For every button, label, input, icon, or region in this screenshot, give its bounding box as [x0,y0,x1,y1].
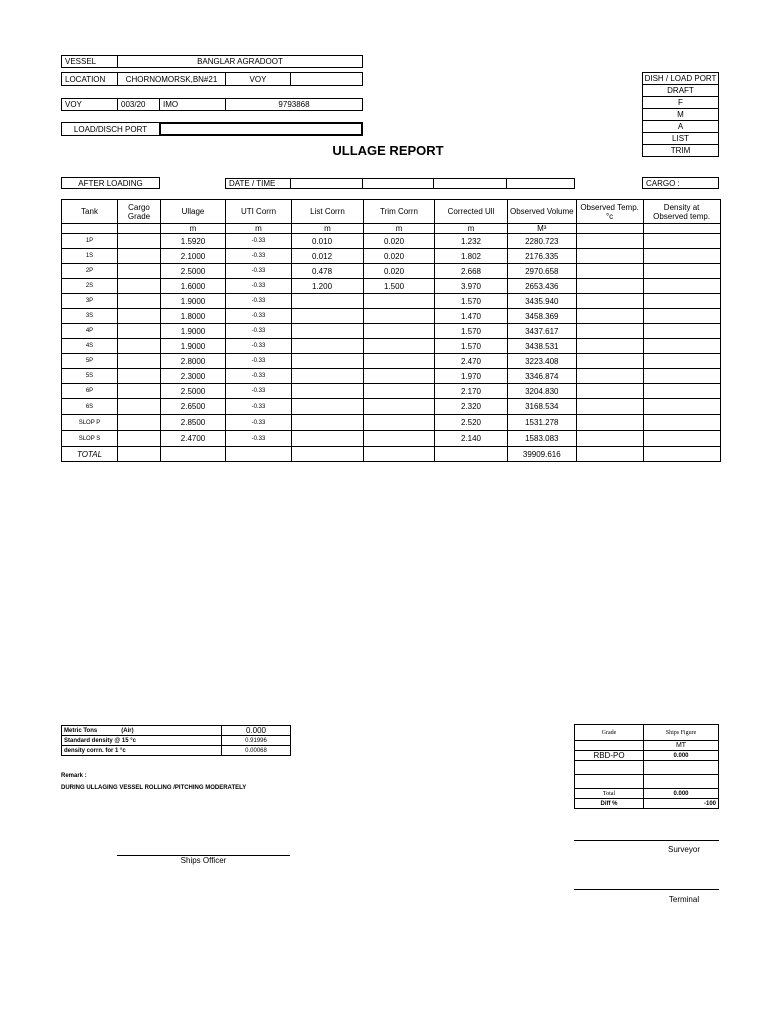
trim-corrn-cell [364,415,435,431]
corrected-ull-cell: 1.232 [435,234,508,249]
summary-empty-4 [644,775,719,789]
trim-corrn-cell [364,324,435,339]
tank-cell: 2P [62,264,118,279]
trim-corrn-cell [364,309,435,324]
draft-box [642,72,719,157]
unit-cargo-grade [118,224,161,234]
cargo-grade-cell [118,384,161,399]
cargo-grade-cell [118,294,161,309]
metric-tons-text: Metric Tons [64,727,98,734]
summary-empty-3 [575,775,644,789]
list-corrn-cell [292,399,364,415]
observed-volume-cell: 1531.278 [508,415,577,431]
cargo-grade-cell [118,354,161,369]
list-corrn-cell: 0.010 [292,234,364,249]
date-field-4 [506,178,575,189]
col-density: Density at Observed temp. [643,200,720,224]
observed-temp-cell [576,339,643,354]
cargo-grade-cell [118,339,161,354]
diff-label: Diff % [575,799,644,809]
unit-density [643,224,720,234]
table-row [62,415,721,431]
density-cell [643,431,720,447]
density-cell [643,279,720,294]
uti-corrn-cell: -0.33 [226,399,292,415]
observed-temp-cell [576,309,643,324]
corrected-ull-cell: 2.170 [435,384,508,399]
date-field-1 [290,178,363,189]
ullage-table [61,199,721,462]
trim-corrn-cell [364,354,435,369]
unit-list: m [292,224,364,234]
table-row [62,324,721,339]
density-cell [643,415,720,431]
ullage-cell: 1.9000 [161,324,226,339]
voy-inline-label: VOY [225,72,291,86]
trim-corrn-cell [364,384,435,399]
observed-temp-cell [576,249,643,264]
uti-corrn-cell: -0.33 [226,264,292,279]
corrected-ull-cell: 1.570 [435,339,508,354]
tank-cell: 6S [62,399,118,415]
uti-corrn-cell: -0.33 [226,324,292,339]
ullage-cell: 2.6500 [161,399,226,415]
total-label: TOTAL [62,447,118,462]
list-corrn-cell [292,415,364,431]
col-list-corrn: List Corrn [292,200,364,224]
corrected-ull-cell: 2.470 [435,354,508,369]
cargo-grade-cell [118,279,161,294]
col-cargo-grade: Cargo Grade [118,200,161,224]
uti-corrn-cell: -0.33 [226,234,292,249]
corrected-ull-cell: 1.970 [435,369,508,384]
uti-corrn-cell: -0.33 [226,369,292,384]
table-row [62,354,721,369]
ullage-cell: 2.3000 [161,369,226,384]
cargo-label: CARGO : [642,177,719,189]
observed-temp-cell [576,415,643,431]
date-field-3 [433,178,507,189]
col-trim-corrn: Trim Corrn [364,200,435,224]
list-corrn-cell [292,339,364,354]
grade-value: 0.000 [644,751,719,761]
corrected-ull-cell: 1.802 [435,249,508,264]
air-text: (Air) [121,727,134,734]
observed-volume-cell: 3437.617 [508,324,577,339]
draft-forward: F [642,96,719,109]
vessel-name: BANGLAR AGRADOOT [117,55,363,68]
cargo-grade-cell [118,309,161,324]
table-row [62,264,721,279]
remark-text: DURING ULLAGING VESSEL ROLLING /PITCHING MODERATELY [61,785,247,791]
grade-name: RBD-PO [575,751,644,761]
observed-volume-cell: 3346.874 [508,369,577,384]
cargo-grade-cell [118,234,161,249]
trim-corrn-cell [364,369,435,384]
observed-temp-cell [576,234,643,249]
col-observed-volume: Observed Volume [508,200,577,224]
draft-aft: A [642,120,719,133]
list-corrn-cell [292,431,364,447]
std-density-label: Standard density @ 15 °c [62,736,222,746]
corrected-ull-cell: 1.470 [435,309,508,324]
cargo-grade-cell [118,431,161,447]
after-loading-label: AFTER LOADING [61,177,160,189]
table-row [62,234,721,249]
unit-uti: m [226,224,292,234]
corrected-ull-cell: 2.140 [435,431,508,447]
tank-cell: 4P [62,324,118,339]
mt-unit: MT [644,741,719,751]
table-row [62,279,721,294]
remark-label: Remark : [61,773,87,779]
observed-temp-cell [576,431,643,447]
density-cell [643,324,720,339]
observed-volume-cell: 2653.436 [508,279,577,294]
list-corrn-cell: 1.200 [292,279,364,294]
trim-corrn-cell [364,339,435,354]
table-row [62,399,721,415]
observed-volume-cell: 3204.830 [508,384,577,399]
list-corrn-cell [292,369,364,384]
vessel-label: VESSEL [61,55,118,68]
date-time-label: DATE / TIME [225,178,291,189]
total-observed-volume: 39909.616 [508,447,577,462]
corrected-ull-cell: 2.320 [435,399,508,415]
trim-corrn-cell: 0.020 [364,234,435,249]
tank-cell: 6P [62,384,118,399]
location-label: LOCATION [61,72,118,86]
col-observed-temp: Observed Temp. °c [576,200,643,224]
col-tank: Tank [62,200,118,224]
cargo-grade-cell [118,415,161,431]
ships-figure-header: Ships Figure [644,725,719,741]
tank-cell: SLOP S [62,431,118,447]
uti-corrn-cell: -0.33 [226,431,292,447]
tank-cell: SLOP P [62,415,118,431]
voy-inline-value [290,72,363,86]
unit-temp [576,224,643,234]
draft-label: DRAFT [642,84,719,97]
tank-cell: 1P [62,234,118,249]
ullage-cell: 2.8500 [161,415,226,431]
voy-value: 003/20 [117,98,160,111]
total-empty-4 [292,447,364,462]
observed-volume-cell: 2280.723 [508,234,577,249]
density-cell [643,294,720,309]
ullage-cell: 1.5920 [161,234,226,249]
trim-corrn-cell: 0.020 [364,249,435,264]
observed-volume-cell: 1583.083 [508,431,577,447]
uti-corrn-cell: -0.33 [226,354,292,369]
summary-empty-2 [644,761,719,775]
draft-mid: M [642,108,719,121]
observed-temp-cell [576,264,643,279]
observed-temp-cell [576,324,643,339]
unit-corrected: m [435,224,508,234]
uti-corrn-cell: -0.33 [226,339,292,354]
unit-tank [62,224,118,234]
date-field-2 [362,178,434,189]
table-row [62,431,721,447]
cargo-grade-cell [118,324,161,339]
density-cell [643,399,720,415]
col-ullage: Ullage [161,200,226,224]
unit-observed: M³ [508,224,577,234]
observed-temp-cell [576,294,643,309]
trim-corrn-cell: 0.020 [364,264,435,279]
mass-table [61,725,291,756]
tank-cell: 5S [62,369,118,384]
uti-corrn-cell: -0.33 [226,309,292,324]
density-cell [643,369,720,384]
surveyor-label: Surveyor [667,845,700,854]
corrected-ull-cell: 1.570 [435,324,508,339]
ullage-cell: 2.4700 [161,431,226,447]
observed-volume-cell: 3223.408 [508,354,577,369]
density-cell [643,309,720,324]
port-field [159,122,363,136]
table-row [62,309,721,324]
observed-volume-cell: 3438.531 [508,339,577,354]
observed-temp-cell [576,354,643,369]
density-cell [643,249,720,264]
tank-cell: 5P [62,354,118,369]
summary-total-value: 0.000 [644,789,719,799]
table-row [62,384,721,399]
observed-volume-cell: 2970.658 [508,264,577,279]
list-corrn-cell: 0.478 [292,264,364,279]
summary-empty-1 [575,761,644,775]
observed-temp-cell [576,369,643,384]
metric-tons-label [62,726,222,736]
uti-corrn-cell: -0.33 [226,384,292,399]
observed-volume-cell: 3458.369 [508,309,577,324]
cargo-grade-cell [118,399,161,415]
list-corrn-cell [292,384,364,399]
metric-tons-value: 0.000 [222,726,291,736]
total-empty-8 [643,447,720,462]
draft-list: LIST [642,132,719,145]
list-corrn-cell: 0.012 [292,249,364,264]
draft-dish-load-port: DISH / LOAD PORT [642,72,719,85]
location-value: CHORNOMORSK,BN#21 [117,72,226,86]
tank-cell: 2S [62,279,118,294]
observed-volume-cell: 2176.335 [508,249,577,264]
trim-corrn-cell [364,294,435,309]
total-empty-2 [161,447,226,462]
list-corrn-cell [292,294,364,309]
observed-temp-cell [576,279,643,294]
diff-value: -100 [644,799,719,809]
total-empty-6 [435,447,508,462]
density-cell [643,264,720,279]
cargo-grade-cell [118,264,161,279]
tank-cell: 1S [62,249,118,264]
terminal-line [574,889,719,890]
ullage-cell: 1.8000 [161,309,226,324]
uti-corrn-cell: -0.33 [226,279,292,294]
tank-cell: 3S [62,309,118,324]
density-corr-value: 0.00068 [222,746,291,756]
total-empty-7 [576,447,643,462]
table-row [62,369,721,384]
unit-trim: m [364,224,435,234]
list-corrn-cell [292,324,364,339]
trim-corrn-cell [364,431,435,447]
tank-cell: 4S [62,339,118,354]
cargo-grade-cell [118,369,161,384]
mt-empty [575,741,644,751]
port-label: LOAD/DISCH PORT [61,122,160,136]
surveyor-line [574,840,719,841]
corrected-ull-cell: 1.570 [435,294,508,309]
trim-corrn-cell [364,399,435,415]
density-corr-label: density corrn. for 1 °c [62,746,222,756]
std-density-value: 0.91996 [222,736,291,746]
ullage-cell: 1.9000 [161,294,226,309]
density-cell [643,234,720,249]
ullage-cell: 2.5000 [161,264,226,279]
list-corrn-cell [292,309,364,324]
total-empty-3 [226,447,292,462]
draft-trim: TRIM [642,144,719,157]
uti-corrn-cell: -0.33 [226,415,292,431]
density-cell [643,384,720,399]
unit-ullage: m [161,224,226,234]
ullage-cell: 1.9000 [161,339,226,354]
corrected-ull-cell: 3.970 [435,279,508,294]
observed-temp-cell [576,384,643,399]
ullage-cell: 2.5000 [161,384,226,399]
imo-value: 9793868 [225,98,363,111]
ships-officer-label: Ships Officer [180,856,227,865]
observed-temp-cell [576,399,643,415]
observed-volume-cell: 3168.534 [508,399,577,415]
table-row [62,294,721,309]
grade-header: Grade [575,725,644,741]
uti-corrn-cell: -0.33 [226,294,292,309]
ullage-cell: 2.1000 [161,249,226,264]
total-empty-1 [118,447,161,462]
total-empty-5 [364,447,435,462]
summary-total-label: Total [575,789,644,799]
corrected-ull-cell: 2.668 [435,264,508,279]
imo-label: IMO [159,98,226,111]
tank-cell: 3P [62,294,118,309]
table-row [62,249,721,264]
density-cell [643,354,720,369]
cargo-grade-cell [118,249,161,264]
terminal-label: Terminal [668,895,700,904]
trim-corrn-cell: 1.500 [364,279,435,294]
page-title: ULLAGE REPORT [332,143,444,158]
ullage-cell: 2.8000 [161,354,226,369]
voy-label: VOY [61,98,118,111]
col-corrected-ull: Corrected Ull [435,200,508,224]
corrected-ull-cell: 2.520 [435,415,508,431]
list-corrn-cell [292,354,364,369]
observed-volume-cell: 3435.940 [508,294,577,309]
table-row [62,339,721,354]
col-uti-corrn: UTI Corrn [226,200,292,224]
summary-table [574,724,719,809]
density-cell [643,339,720,354]
ullage-cell: 1.6000 [161,279,226,294]
uti-corrn-cell: -0.33 [226,249,292,264]
